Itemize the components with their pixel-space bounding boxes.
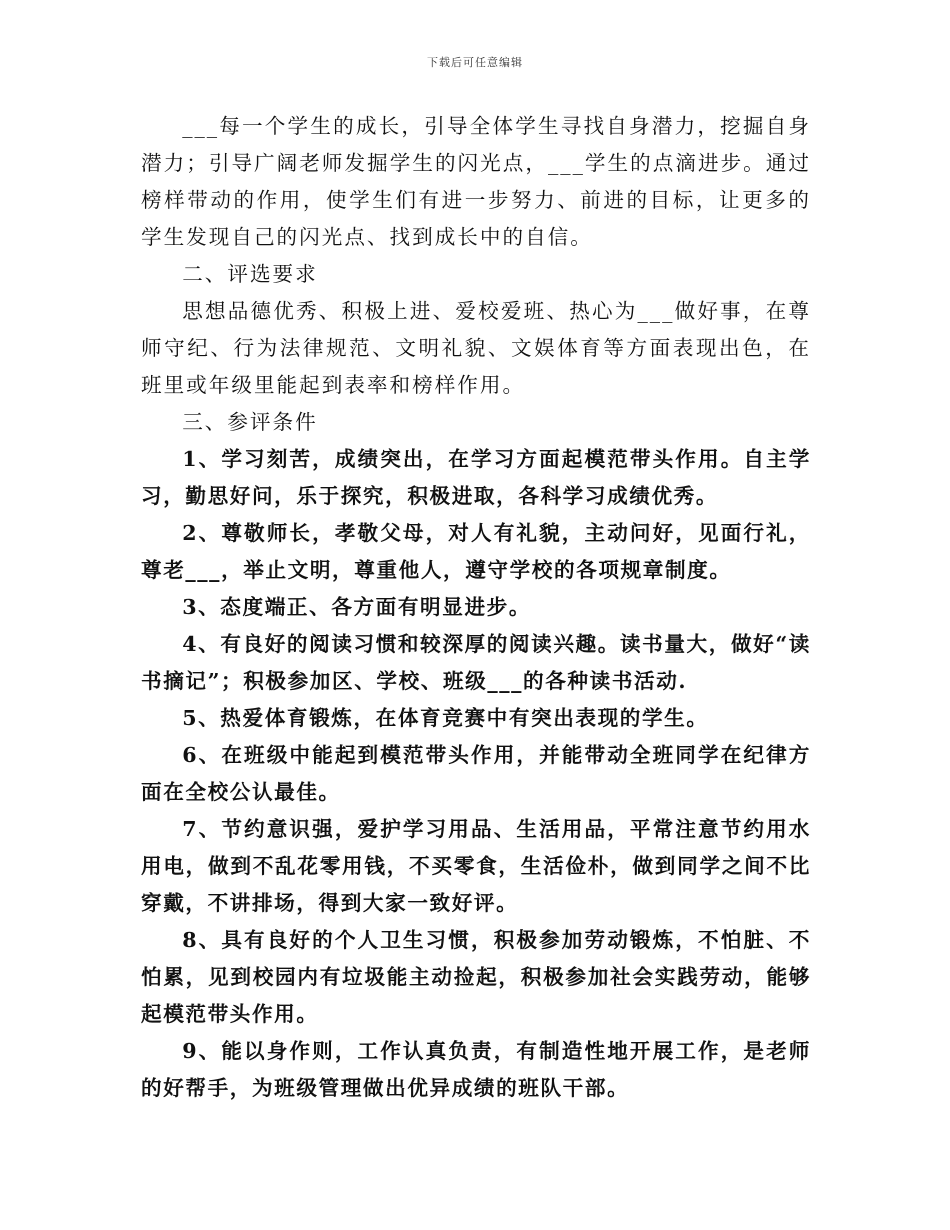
- condition-item-7: 7、节约意识强，爱护学习用品、生活用品，平常注意节约用水用电，做到不乱花零用钱，不买零食，生活俭朴，做到同学之间不比穿戴，不讲排场，得到大家一致好评。: [141, 817, 811, 915]
- condition-item-1: 1、学习刻苦，成绩突出，在学习方面起模范带头作用。自主学习，勤思好问，乐于探究，积极进取，各科学习成绩优秀。: [141, 447, 811, 508]
- condition-item-9: 9、能以身作则，工作认真负责，有制造性地开展工作，是老师的好帮手，为班级管理做出优异成绩的班队干部。: [141, 1039, 811, 1100]
- condition-item-6: 6、在班级中能起到模范带头作用，并能带动全班同学在纪律方面在全校公认最佳。: [141, 743, 811, 804]
- page-header: 下载后可任意编辑: [427, 56, 523, 69]
- condition-item-3: 3、态度端正、各方面有明显进步。: [182, 595, 532, 619]
- requirements-paragraph: 思想品德优秀、积极上进、爱校爱班、热心为___做好事，在尊师守纪、行为法律规范、文明礼貌、文娱体育等方面表现出色，在班里或年级里能起到表率和榜样作用。: [141, 299, 811, 397]
- intro-paragraph: ___每一个学生的成长，引导全体学生寻找自身潜力，挖掘自身潜力；引导广阔老师发掘学生的闪光点，___学生的点滴进步。通过榜样带动的作用，使学生们有进一步努力、前进的目标，让更多的学生发现自己的闪光点、找到成长中的自信。: [141, 114, 811, 249]
- condition-item-4: 4、有良好的阅读习惯和较深厚的阅读兴趣。读书量大，做好“读书摘记”；积极参加区、学校、班级___的各种读书活动.: [141, 632, 811, 693]
- condition-item-2: 2、尊敬师长，孝敬父母，对人有礼貌，主动问好，见面行礼，尊老___，举止文明，尊重他人，遵守学校的各项规章制度。: [141, 521, 811, 582]
- document-body: [141, 108, 811, 1107]
- section-heading-requirements: 二、评选要求: [182, 262, 318, 286]
- condition-item-8: 8、具有良好的个人卫生习惯，积极参加劳动锻炼，不怕脏、不怕累，见到校园内有垃圾能主动捡起，积极参加社会实践劳动，能够起模范带头作用。: [141, 928, 811, 1026]
- section-heading-conditions: 三、参评条件: [182, 410, 318, 434]
- condition-item-5: 5、热爱体育锻炼，在体育竞赛中有突出表现的学生。: [182, 706, 709, 730]
